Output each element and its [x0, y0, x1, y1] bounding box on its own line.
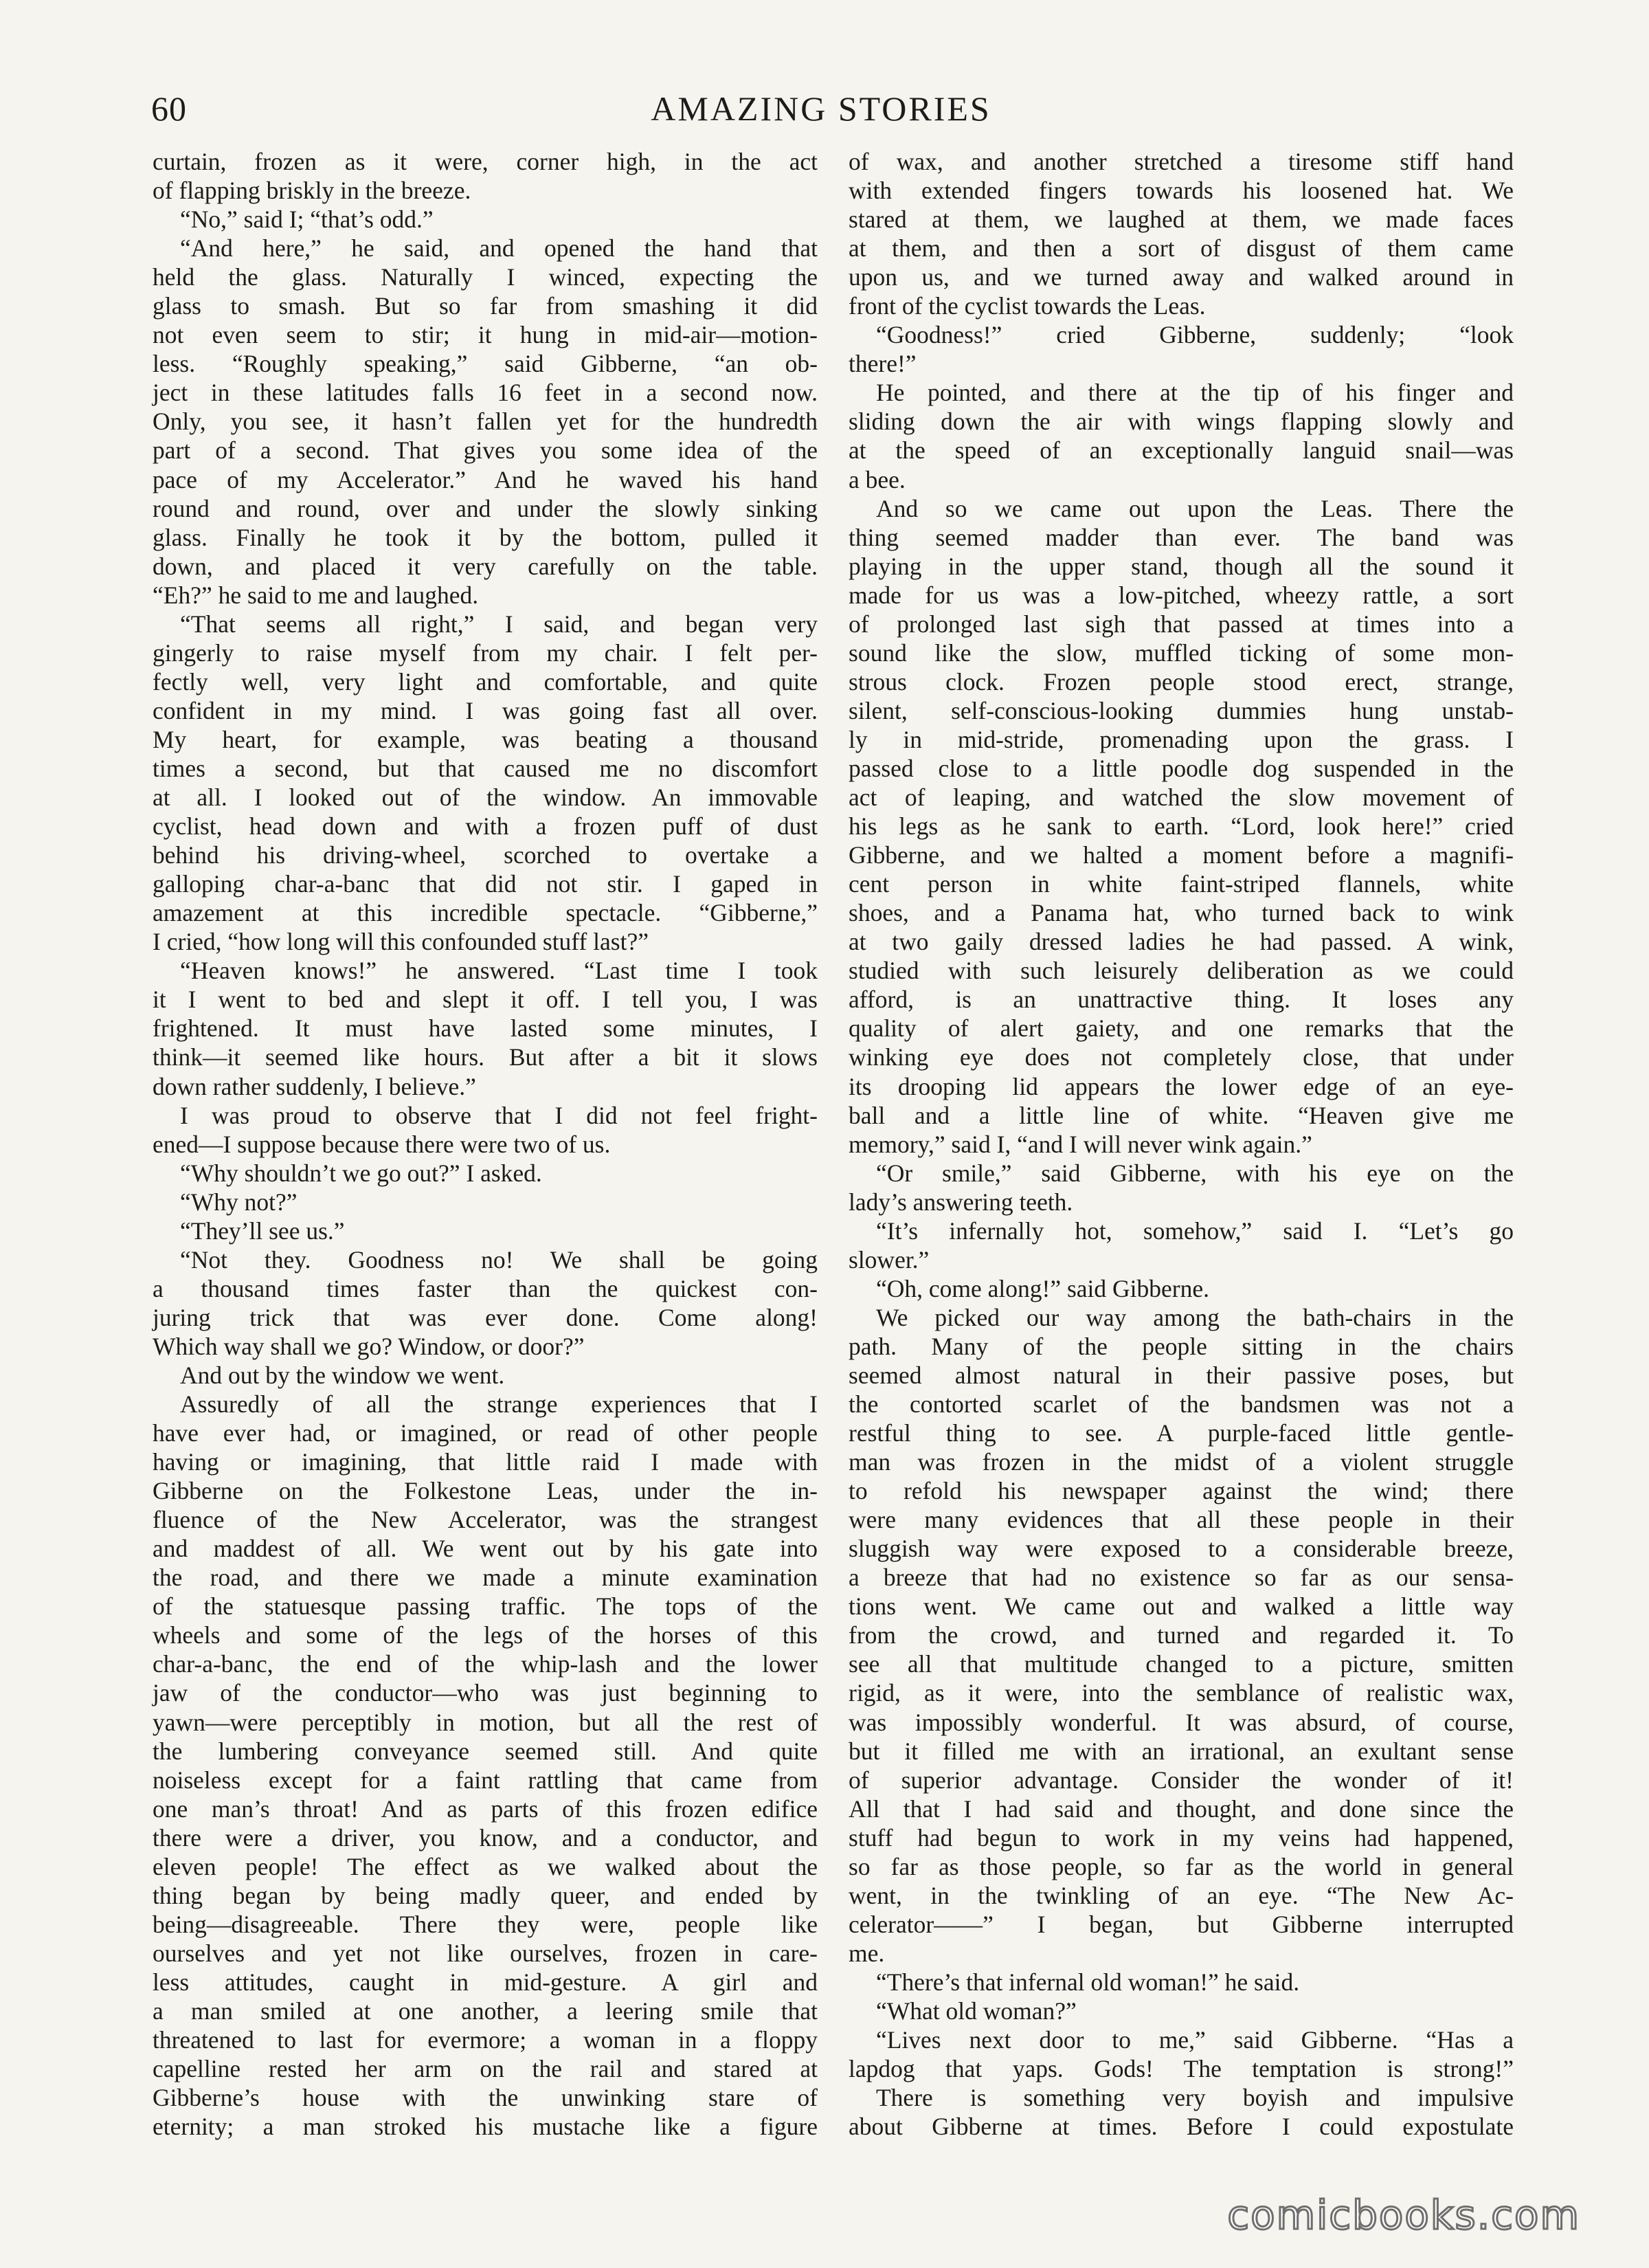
text-line: “They’ll see us.”: [180, 1216, 345, 1245]
text-line: wheels and some of the legs of the horses of this: [153, 1621, 818, 1649]
text-line: less. “Roughly speaking,” said Gibberne, “an ob-: [153, 350, 818, 378]
text-line: He pointed, and there at the tip of his finger and: [876, 379, 1514, 407]
text-line: confident in my mind. I was going fast all over.: [153, 696, 818, 724]
text-line: All that I had said and thought, and done since the: [849, 1794, 1514, 1823]
text-line: at the speed of an exceptionally languid snail—was: [849, 436, 1514, 465]
text-line: of superior advantage. Consider the wonder of it!: [849, 1766, 1514, 1794]
text-line: the lumbering conveyance seemed still. And quite: [153, 1737, 818, 1765]
text-line: of wax, and another stretched a tiresome stiff hand: [849, 148, 1514, 175]
text-line: jaw of the conductor—who was just beginning to: [153, 1679, 818, 1707]
text-line: sliding down the air with wings flapping slowly and: [849, 408, 1514, 436]
text-line: being—disagreeable. There they were, people like: [153, 1910, 818, 1938]
text-line: memory,” said I, “and I will never wink again.”: [849, 1130, 1312, 1158]
text-line: rigid, as it were, into the semblance of realistic wax,: [849, 1679, 1514, 1707]
text-line: Assuredly of all the strange experiences that I: [180, 1390, 818, 1419]
text-line: lapdog that yaps. Gods! The temptation is strong!”: [849, 2055, 1514, 2083]
watermark: comicbooks.com: [1227, 2192, 1580, 2238]
text-line: think—it seemed like hours. But after a bit it slows: [153, 1043, 818, 1071]
text-line: at them, and then a sort of disgust of them came: [849, 234, 1514, 263]
text-line: act of leaping, and watched the slow movement of: [849, 783, 1514, 812]
text-line: at two gaily dressed ladies he had passed. A wink,: [849, 928, 1514, 956]
text-line: went, in the twinkling of an eye. “The New Ac-: [849, 1881, 1514, 1909]
text-line: a bee.: [849, 465, 906, 493]
text-line: to refold his newspaper against the wind; there: [849, 1477, 1514, 1505]
text-line: threatened to last for evermore; a woman in a floppy: [153, 2026, 818, 2054]
text-line: of the statuesque passing traffic. The tops of the: [153, 1592, 818, 1621]
text-line: were many evidences that all these people in their: [849, 1506, 1514, 1534]
text-line: Only, you see, it hasn’t fallen yet for the hundredth: [153, 408, 818, 436]
text-line: with extended fingers towards his loosened hat. We: [849, 177, 1514, 205]
text-line: And so we came out upon the Leas. There the: [876, 494, 1514, 522]
text-line: I was proud to observe that I did not feel fright-: [180, 1101, 818, 1129]
text-line: quality of alert gaiety, and one remarks that the: [849, 1014, 1514, 1043]
left-text-column: [153, 147, 818, 2141]
text-line: passed close to a little poodle dog suspended in the: [849, 754, 1514, 782]
text-line: tions went. We came out and walked a little way: [849, 1592, 1514, 1621]
text-line: down, and placed it very carefully on the table.: [153, 552, 818, 580]
text-line: times a second, but that caused me no discomfort: [153, 754, 818, 782]
text-line: pace of my Accelerator.” And he waved his hand: [153, 465, 818, 493]
text-line: behind his driving-wheel, scorched to overtake a: [153, 841, 818, 869]
text-line: “And here,” he said, and opened the hand that: [180, 234, 818, 263]
text-line: a thousand times faster than the quickest con-: [153, 1274, 818, 1302]
text-line: “Lives next door to me,” said Gibberne. “Has a: [876, 2026, 1514, 2054]
text-line: seemed almost natural in their passive poses, but: [849, 1361, 1514, 1389]
text-line: of flapping briskly in the breeze.: [153, 177, 471, 205]
text-line: ball and a little line of white. “Heaven give me: [849, 1101, 1514, 1129]
text-line: and maddest of all. We went out by his gate into: [153, 1535, 818, 1563]
text-line: stared at them, we laughed at them, we made faces: [849, 205, 1514, 234]
text-line: front of the cyclist towards the Leas.: [849, 292, 1206, 320]
text-line: stuff had begun to work in my veins had happened,: [849, 1823, 1514, 1852]
text-line: juring trick that was ever done. Come along!: [153, 1303, 818, 1331]
text-line: a man smiled at one another, a leering smile that: [153, 1997, 818, 2025]
text-line: was impossibly wonderful. It was absurd, of course,: [849, 1708, 1514, 1736]
text-line: amazement at this incredible spectacle. “Gibberne,”: [153, 899, 818, 927]
text-line: a breeze that had no existence so far as our sensa-: [849, 1564, 1514, 1592]
text-line: “It’s infernally hot, somehow,” said I. “Let’s go: [876, 1216, 1514, 1245]
text-line: “What old woman?”: [876, 1997, 1077, 2025]
text-line: sound like the slow, muffled ticking of some mon-: [849, 638, 1514, 667]
text-line: having or imagining, that little raid I made with: [153, 1448, 818, 1476]
text-line: path. Many of the people sitting in the chairs: [849, 1332, 1514, 1360]
text-line: “Not they. Goodness no! We shall be going: [180, 1245, 818, 1274]
text-line: ject in these latitudes falls 16 feet in a second now.: [153, 379, 818, 407]
text-line: “Why not?”: [180, 1188, 298, 1216]
text-line: slower.”: [849, 1245, 930, 1274]
text-line: sluggish way were exposed to a considerable breeze,: [849, 1535, 1514, 1563]
text-line: made for us was a low-pitched, wheezy rattle, a sort: [849, 581, 1514, 609]
text-line: fluence of the New Accelerator, was the strangest: [153, 1506, 818, 1534]
page-header: [151, 88, 1491, 143]
text-line: glass to smash. But so far from smashing it did: [153, 292, 818, 320]
text-line: “No,” said I; “that’s odd.”: [180, 205, 434, 234]
text-line: strous clock. Frozen people stood erect, strange,: [849, 667, 1514, 696]
text-line: the contorted scarlet of the bandsmen was not a: [849, 1390, 1514, 1419]
text-line: the road, and there we made a minute examination: [153, 1564, 818, 1592]
text-line: afford, is an unattractive thing. It loses any: [849, 986, 1514, 1014]
text-line: celerator——” I began, but Gibberne interrupted: [849, 1910, 1514, 1938]
text-line: restful thing to see. A purple-faced little gentle-: [849, 1419, 1514, 1447]
text-line: it I went to bed and slept it off. I tell you, I was: [153, 986, 818, 1014]
text-line: shoes, and a Panama hat, who turned back to wink: [849, 899, 1514, 927]
text-line: but it filled me with an irrational, an exultant sense: [849, 1737, 1514, 1765]
text-line: lady’s answering teeth.: [849, 1188, 1073, 1216]
text-line: from the crowd, and turned and regarded it. To: [849, 1621, 1514, 1649]
magazine-title: AMAZING STORIES: [651, 89, 991, 128]
text-line: Gibberne’s house with the unwinking stare of: [153, 2084, 818, 2112]
text-line: yawn—were perceptibly in motion, but all the rest of: [153, 1708, 818, 1736]
page-number: 60: [151, 89, 187, 128]
right-text-column: [849, 147, 1514, 2141]
text-line: Gibberne, and we halted a moment before a magnifi-: [849, 841, 1514, 869]
text-line: of prolonged last sigh that passed at times into a: [849, 610, 1514, 638]
text-line: cyclist, head down and with a frozen puff of dust: [153, 812, 818, 841]
text-line: Gibberne on the Folkestone Leas, under the in-: [153, 1477, 818, 1505]
text-line: man was frozen in the midst of a violent struggle: [849, 1448, 1514, 1476]
text-line: glass. Finally he took it by the bottom, pulled it: [153, 523, 818, 551]
text-line: curtain, frozen as it were, corner high, in the act: [153, 148, 818, 175]
text-line: less attitudes, caught in mid-gesture. A girl and: [153, 1968, 818, 1996]
text-line: me.: [849, 1939, 885, 1967]
text-line: down rather suddenly, I believe.”: [153, 1072, 476, 1100]
text-line: see all that multitude changed to a picture, smitten: [849, 1650, 1514, 1678]
text-line: round and round, over and under the slowly sinking: [153, 494, 818, 522]
text-line: And out by the window we went.: [180, 1361, 505, 1389]
text-line: thing began by being madly queer, and ended by: [153, 1881, 818, 1909]
text-line: have ever had, or imagined, or read of other people: [153, 1419, 818, 1447]
text-line: held the glass. Naturally I winced, expecting the: [153, 263, 818, 291]
text-line: cent person in white faint-striped flannels, white: [849, 870, 1514, 898]
text-line: part of a second. That gives you some idea of the: [153, 436, 818, 465]
text-line: one man’s throat! And as parts of this frozen edifice: [153, 1794, 818, 1823]
text-line: frightened. It must have lasted some minutes, I: [153, 1014, 818, 1043]
text-line: not even seem to stir; it hung in mid-air—motion-: [153, 321, 818, 349]
text-line: “Or smile,” said Gibberne, with his eye on the: [876, 1159, 1514, 1187]
text-line: studied with such leisurely deliberation as we could: [849, 957, 1514, 985]
text-line: galloping char-a-banc that did not stir. I gaped in: [153, 870, 818, 898]
text-line: noiseless except for a faint rattling that came from: [153, 1766, 818, 1794]
text-line: char-a-banc, the end of the whip-lash and the lower: [153, 1650, 818, 1678]
text-line: playing in the upper stand, though all the sound it: [849, 552, 1514, 580]
text-line: at all. I looked out of the window. An immovable: [153, 783, 818, 812]
text-line: eleven people! The effect as we walked about the: [153, 1852, 818, 1880]
text-line: “There’s that infernal old woman!” he said.: [876, 1968, 1300, 1996]
text-line: there!”: [849, 350, 917, 378]
text-line: My heart, for example, was beating a thousand: [153, 725, 818, 753]
text-line: about Gibberne at times. Before I could expostulate: [849, 2113, 1514, 2141]
text-line: ourselves and yet not like ourselves, frozen in care-: [153, 1939, 818, 1967]
text-line: thing seemed madder than ever. The band was: [849, 523, 1514, 551]
text-line: gingerly to raise myself from my chair. I felt per-: [153, 638, 818, 667]
text-line: We picked our way among the bath-chairs in the: [876, 1303, 1514, 1331]
text-line: “That seems all right,” I said, and began very: [180, 610, 818, 638]
text-line: I cried, “how long will this confounded stuff last?”: [153, 928, 649, 956]
text-line: “Oh, come along!” said Gibberne.: [876, 1274, 1209, 1302]
text-line: there were a driver, you know, and a conductor, and: [153, 1823, 818, 1852]
text-line: its drooping lid appears the lower edge of an eye-: [849, 1072, 1514, 1100]
text-line: fectly well, very light and comfortable, and quite: [153, 667, 818, 696]
text-line: his legs as he sank to earth. “Lord, look here!” cried: [849, 812, 1514, 841]
text-line: ened—I suppose because there were two of us.: [153, 1130, 611, 1158]
text-line: Which way shall we go? Window, or door?”: [153, 1332, 585, 1360]
text-line: “Heaven knows!” he answered. “Last time I took: [180, 957, 818, 985]
text-line: winking eye does not completely close, that under: [849, 1043, 1514, 1071]
text-line: eternity; a man stroked his mustache like a figure: [153, 2113, 818, 2141]
text-line: capelline rested her arm on the rail and stared at: [153, 2055, 818, 2083]
text-line: There is something very boyish and impulsive: [876, 2084, 1514, 2112]
text-line: ly in mid-stride, promenading upon the grass. I: [849, 725, 1514, 753]
text-line: so far as those people, so far as the world in general: [849, 1852, 1514, 1880]
text-line: upon us, and we turned away and walked around in: [849, 263, 1514, 291]
text-line: “Goodness!” cried Gibberne, suddenly; “look: [876, 321, 1514, 349]
text-line: silent, self-conscious-looking dummies hung unstab-: [849, 696, 1514, 724]
text-line: “Eh?” he said to me and laughed.: [153, 581, 479, 609]
text-line: “Why shouldn’t we go out?” I asked.: [180, 1159, 542, 1187]
